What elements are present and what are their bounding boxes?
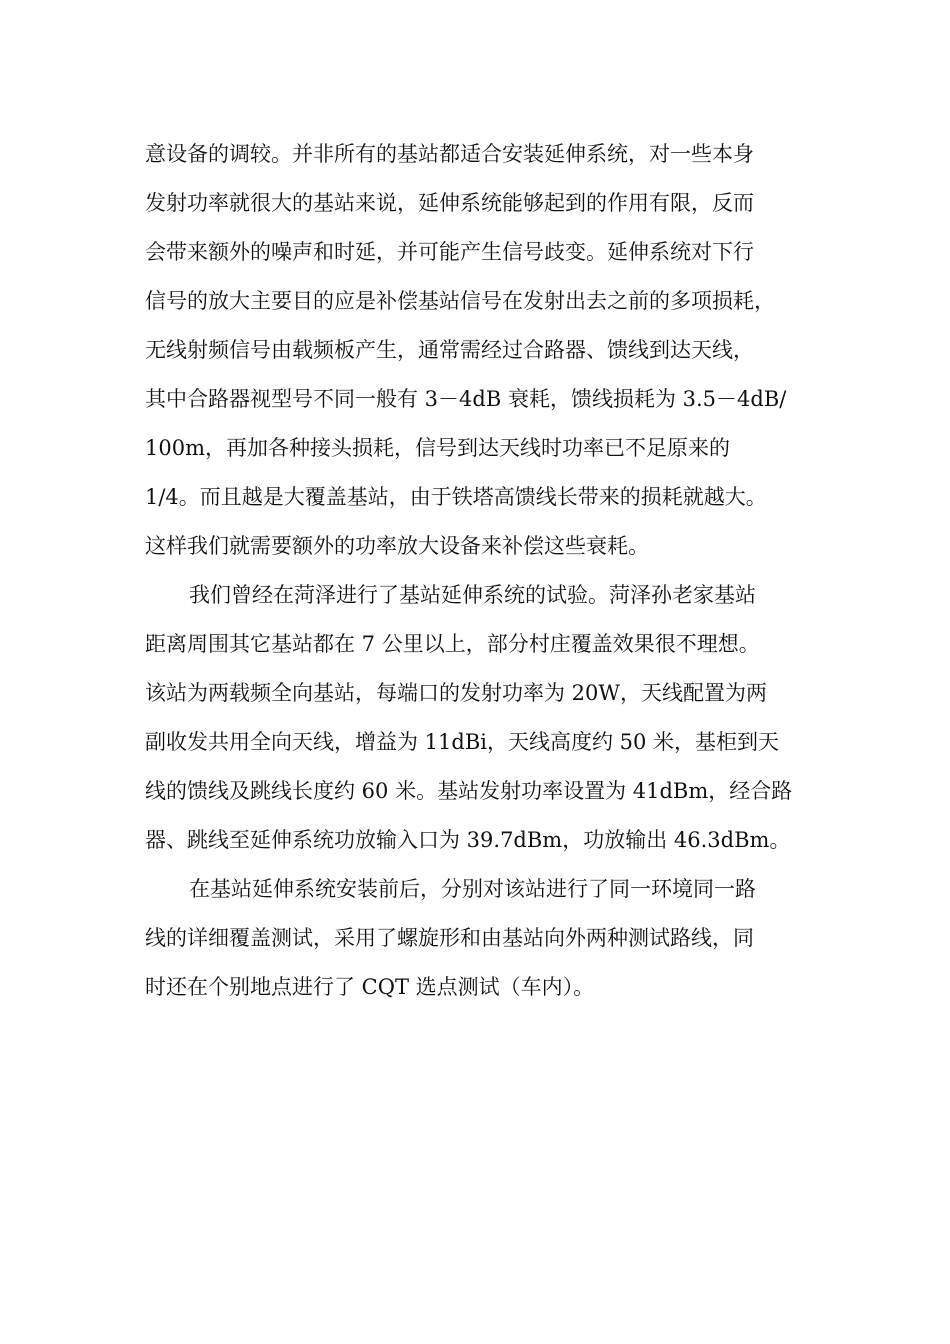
- body-text: [145, 130, 825, 1012]
- paragraph-3: [145, 865, 825, 1012]
- text-line: 在基站延伸系统安装前后，分别对该站进行了同一环境同一路: [189, 877, 756, 901]
- text-line: 这样我们就需要额外的功率放大设备来补偿这些衰耗。: [145, 534, 649, 558]
- text-line: 线的详细覆盖测试，采用了螺旋形和由基站向外两种测试路线，同: [145, 926, 754, 950]
- text-line: 意设备的调较。并非所有的基站都适合安装延伸系统，对一些本身: [145, 142, 754, 166]
- text-line: 发射功率就很大的基站来说，延伸系统能够起到的作用有限，反而: [145, 191, 754, 215]
- text-line: 1/4。而且越是大覆盖基站，由于铁塔高馈线长带来的损耗就越大。: [145, 485, 767, 509]
- text-line: 其中合路器视型号不同一般有 3－4dB 衰耗，馈线损耗为 3.5－4dB/: [145, 387, 787, 411]
- text-line: 信号的放大主要目的应是补偿基站信号在发射出去之前的多项损耗，: [145, 289, 775, 313]
- text-line: 会带来额外的噪声和时延，并可能产生信号歧变。延伸系统对下行: [145, 240, 754, 264]
- text-line: 副收发共用全向天线，增益为 11dBi，天线高度约 50 米，基柜到天: [145, 730, 780, 754]
- text-line: 我们曾经在菏泽进行了基站延伸系统的试验。菏泽孙老家基站: [189, 583, 756, 607]
- paragraph-2: [145, 571, 825, 865]
- text-line: 100m，再加各种接头损耗，信号到达天线时功率已不足原来的: [145, 436, 730, 460]
- text-line: 线的馈线及跳线长度约 60 米。基站发射功率设置为 41dBm，经合路: [145, 779, 793, 803]
- text-line: 器、跳线至延伸系统功放输入口为 39.7dBm，功放输出 46.3dBm。: [145, 828, 791, 852]
- paragraph-1: [145, 130, 825, 571]
- text-line: 时还在个别地点进行了 CQT 选点测试（车内）。: [145, 975, 595, 999]
- text-line: 距离周围其它基站都在 7 公里以上，部分村庄覆盖效果很不理想。: [145, 632, 760, 656]
- text-line: 无线射频信号由载频板产生，通常需经过合路器、馈线到达天线，: [145, 338, 754, 362]
- text-line: 该站为两载频全向基站，每端口的发射功率为 20W，天线配置为两: [145, 681, 767, 705]
